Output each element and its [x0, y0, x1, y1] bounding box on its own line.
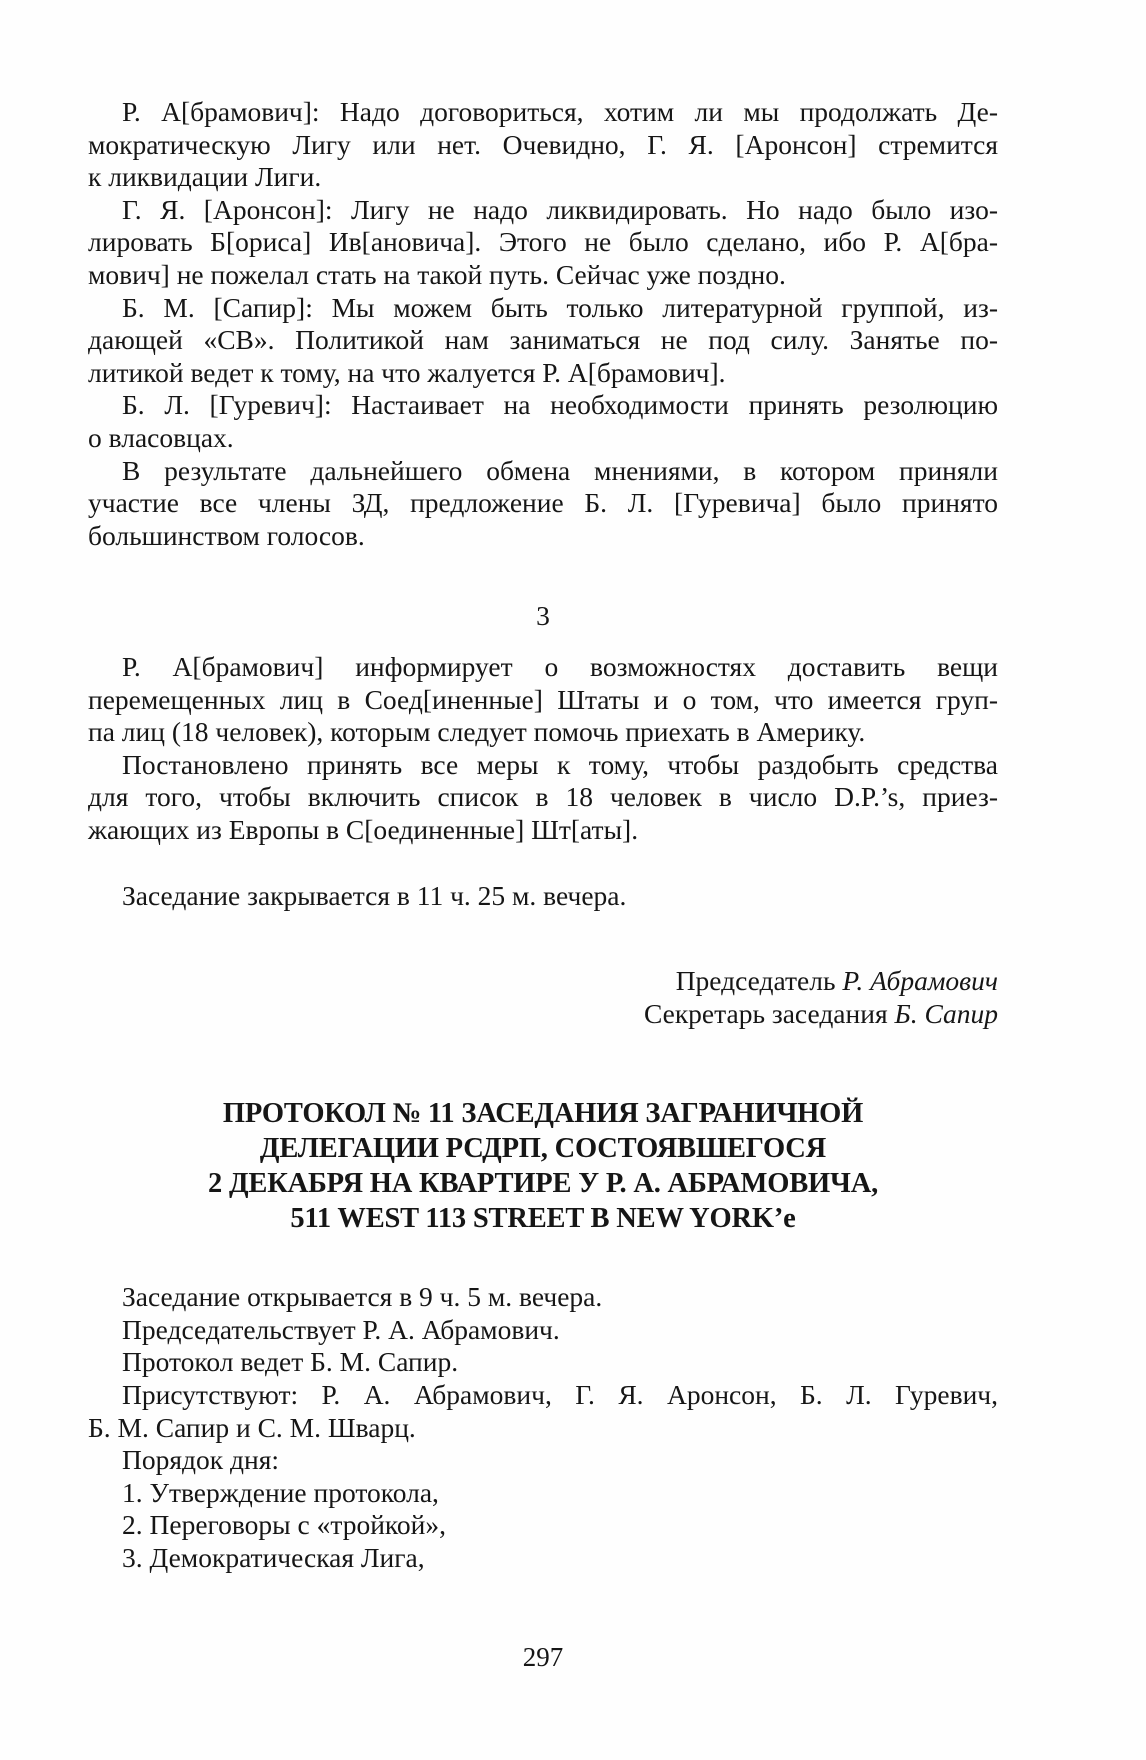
signature-line	[88, 998, 998, 1031]
text-line: литикой ведет к тому, на что жалуется Р. А[брамович].	[88, 356, 726, 388]
text-line: Б. М. [Сапир]: Мы можем быть только литературной группой, из-	[122, 291, 998, 323]
text-line: па лиц (18 человек), которым следует помочь приехать в Америку.	[88, 716, 866, 748]
text-line: Б. Л. [Гуревич]: Настаивает на необходимости принять резолюцию	[122, 389, 998, 421]
protocol-heading	[88, 1096, 998, 1236]
signature-block	[88, 965, 998, 1030]
text-line: о власовцах.	[88, 421, 234, 453]
closing-line: Заседание закрывается в 11 ч. 25 м. вечера.	[122, 880, 627, 912]
paragraph	[88, 194, 998, 292]
page-number: 297	[522, 1642, 564, 1672]
text-line: для того, чтобы включить список в 18 человек в число D.P.’s, приез-	[88, 781, 998, 813]
section-number: 3	[536, 600, 550, 632]
text-line: жающих из Европы в С[оединенные] Шт[аты].	[88, 813, 639, 845]
text-line: участие все члены ЗД, предложение Б. Л. [Гуревича] было принято	[88, 487, 998, 519]
text-line: Присутствуют: Р. А. Абрамович, Г. Я. Аронсон, Б. Л. Гуревич,	[122, 1379, 998, 1411]
signature-name: Б. Сапир	[894, 997, 998, 1029]
text-line: Р. А[брамович]: Надо договориться, хотим ли мы продолжать Де-	[122, 96, 998, 127]
text-line: Г. Я. [Аронсон]: Лигу не надо ликвидировать. Но надо было изо-	[122, 193, 998, 225]
paragraph	[88, 389, 998, 454]
agenda-item: 3. Демократическая Лига,	[122, 1542, 425, 1573]
text-line: лировать Б[ориса] Ив[ановича]. Этого не было сделано, ибо Р. А[бра-	[88, 226, 998, 258]
text-line: большинством голосов.	[88, 519, 365, 551]
heading-line: ДЕЛЕГАЦИИ РСДРП, СОСТОЯВШЕГОСЯ	[259, 1133, 827, 1165]
agenda-item: 2. Переговоры с «тройкой»,	[122, 1509, 446, 1541]
meeting-info	[88, 1281, 998, 1574]
text-line: Протокол ведет Б. М. Сапир.	[122, 1346, 459, 1378]
agenda	[88, 1477, 998, 1575]
paragraph	[88, 749, 998, 847]
text-line: перемещенных лиц в Соед[иненные] Штаты и о том, что имеется груп-	[88, 683, 998, 715]
heading-line: 511 WEST 113 STREET В NEW YORK’е	[290, 1203, 796, 1235]
text-line: Заседание открывается в 9 ч. 5 м. вечера.	[122, 1281, 603, 1313]
signature-role: Председатель	[675, 965, 836, 997]
paragraph	[88, 455, 998, 553]
paragraph	[88, 96, 998, 194]
text-column	[88, 96, 998, 1575]
attendees	[88, 1379, 998, 1444]
signature-name: Р. Абрамович	[842, 965, 998, 997]
agenda-title: Порядок дня:	[122, 1444, 279, 1476]
text-line: мократическую Лигу или нет. Очевидно, Г. Я. [Аронсон] стремится	[88, 128, 998, 160]
text-line: Постановлено принять все меры к тому, чтобы раздобыть средства	[122, 748, 998, 780]
text-line: Б. М. Сапир и С. М. Шварц.	[88, 1411, 416, 1443]
heading-line: 2 ДЕКАБРЯ НА КВАРТИРЕ У Р. А. АБРАМОВИЧА,	[208, 1168, 878, 1200]
paragraph	[88, 651, 998, 749]
text-line: мович] не пожелал стать на такой путь. Сейчас уже поздно.	[88, 258, 786, 290]
text-line: В результате дальнейшего обмена мнениями, в котором приняли	[122, 454, 998, 486]
text-line: Председательствует Р. А. Абрамович.	[122, 1313, 560, 1345]
text-line: к ликвидации Лиги.	[88, 161, 322, 193]
agenda-item: 1. Утверждение протокола,	[122, 1476, 439, 1508]
signature-line	[88, 965, 998, 998]
heading-line: ПРОТОКОЛ № 11 ЗАСЕДАНИЯ ЗАГРАНИЧНОЙ	[222, 1098, 864, 1130]
signature-role: Секретарь заседания	[643, 997, 888, 1029]
text-line: Р. А[брамович] информирует о возможностях доставить вещи	[122, 650, 998, 682]
paragraph	[88, 292, 998, 390]
text-line: дающей «СВ». Политикой нам заниматься не под силу. Занятье по-	[88, 324, 998, 356]
